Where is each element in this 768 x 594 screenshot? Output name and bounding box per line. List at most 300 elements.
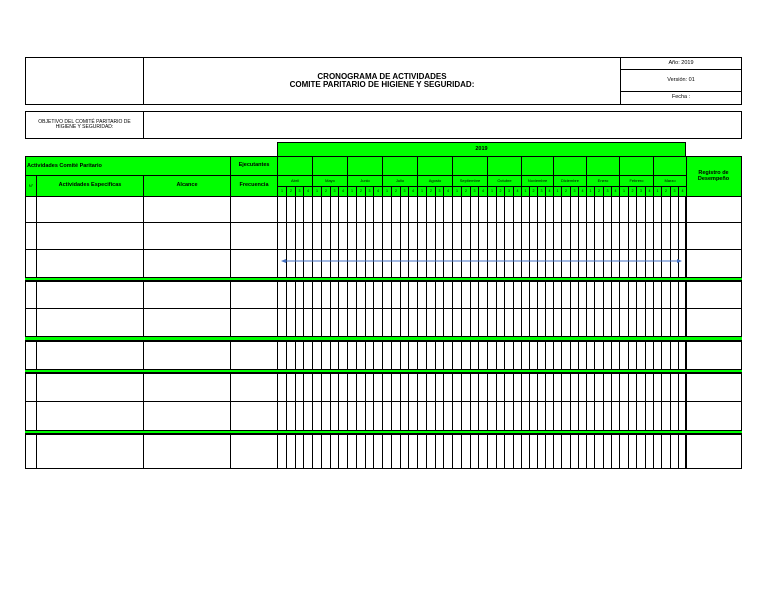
week-grid-line: [521, 401, 522, 431]
week-grid-line: [365, 434, 366, 469]
week-grid-line: [586, 196, 587, 223]
week-grid-line: [545, 281, 546, 309]
alcance-cell[interactable]: [143, 434, 231, 469]
week-grid-line: [277, 281, 278, 309]
week-label: 1: [619, 186, 629, 197]
week-grid-line: [578, 373, 579, 402]
week-grid-line: [295, 401, 296, 431]
row-grid-line: [277, 430, 686, 431]
week-grid-line: [653, 196, 654, 223]
week-grid-line: [611, 222, 612, 250]
week-grid-line: [686, 341, 687, 370]
week-label: 1: [277, 186, 287, 197]
week-grid-line: [603, 373, 604, 402]
week-grid-line: [570, 308, 571, 337]
month-spacer-cell: [521, 156, 554, 176]
week-grid-line: [408, 308, 409, 337]
week-grid-line: [365, 222, 366, 250]
week-grid-line: [653, 281, 654, 309]
week-grid-line: [553, 222, 554, 250]
week-grid-line: [561, 308, 562, 337]
week-grid-line: [426, 373, 427, 402]
week-label: 3: [636, 186, 646, 197]
week-grid-line: [443, 401, 444, 431]
week-grid-line: [619, 434, 620, 469]
week-grid-line: [400, 281, 401, 309]
frecuencia-cell[interactable]: [230, 196, 278, 223]
week-grid-line: [365, 341, 366, 370]
week-grid-line: [347, 401, 348, 431]
week-grid-line: [628, 308, 629, 337]
actividad-especifica-cell[interactable]: [36, 434, 144, 469]
week-grid-line: [570, 373, 571, 402]
week-label: 3: [570, 186, 579, 197]
week-grid-line: [513, 373, 514, 402]
month-label: Noviembre: [521, 175, 554, 187]
alcance-cell[interactable]: [143, 401, 231, 431]
week-grid-line: [594, 401, 595, 431]
week-grid-line: [661, 281, 662, 309]
week-grid-line: [686, 196, 687, 223]
week-grid-line: [277, 341, 278, 370]
week-grid-line: [529, 341, 530, 370]
week-grid-line: [653, 308, 654, 337]
registro-cell[interactable]: [685, 196, 742, 223]
week-grid-line: [619, 341, 620, 370]
week-label: 3: [504, 186, 514, 197]
week-grid-line: [347, 281, 348, 309]
week-grid-line: [382, 281, 383, 309]
week-grid-line: [303, 308, 304, 337]
week-grid-line: [603, 281, 604, 309]
week-grid-line: [611, 281, 612, 309]
week-grid-line: [636, 341, 637, 370]
alcance-header: Alcance: [143, 175, 231, 197]
week-grid-line: [356, 308, 357, 337]
week-grid-line: [496, 281, 497, 309]
week-grid-line: [461, 222, 462, 250]
week-grid-line: [400, 341, 401, 370]
week-label: 2: [391, 186, 401, 197]
week-grid-line: [636, 434, 637, 469]
week-grid-line: [391, 373, 392, 402]
week-grid-line: [529, 401, 530, 431]
registro-header: Registro de Desempeño: [685, 156, 742, 197]
week-grid-line: [678, 373, 679, 402]
week-grid-line: [529, 434, 530, 469]
week-grid-line: [603, 222, 604, 250]
week-grid-line: [678, 281, 679, 309]
week-grid-line: [661, 196, 662, 223]
week-grid-line: [561, 196, 562, 223]
week-grid-line: [295, 341, 296, 370]
week-grid-line: [382, 222, 383, 250]
week-grid-line: [561, 434, 562, 469]
week-grid-line: [330, 196, 331, 223]
week-label: 4: [303, 186, 313, 197]
week-label: 2: [561, 186, 571, 197]
week-grid-line: [513, 434, 514, 469]
alcance-cell[interactable]: [143, 341, 231, 370]
week-grid-line: [570, 196, 571, 223]
actividad-especifica-cell[interactable]: [36, 196, 144, 223]
week-grid-line: [478, 341, 479, 370]
week-grid-line: [678, 308, 679, 337]
week-grid-line: [670, 373, 671, 402]
frecuencia-cell[interactable]: [230, 434, 278, 469]
week-grid-line: [303, 401, 304, 431]
week-grid-line: [277, 308, 278, 337]
week-grid-line: [470, 222, 471, 250]
week-grid-line: [628, 281, 629, 309]
week-grid-line: [321, 341, 322, 370]
frecuencia-cell[interactable]: [230, 341, 278, 370]
week-grid-line: [470, 196, 471, 223]
week-label: 3: [670, 186, 679, 197]
week-grid-line: [521, 434, 522, 469]
week-grid-line: [338, 373, 339, 402]
month-spacer-cell: [452, 156, 488, 176]
week-grid-line: [570, 222, 571, 250]
alcance-cell[interactable]: [143, 222, 231, 250]
week-grid-line: [670, 308, 671, 337]
week-grid-line: [529, 196, 530, 223]
year-cell: Año: 2019: [620, 57, 742, 70]
week-label: 2: [628, 186, 637, 197]
frecuencia-cell[interactable]: [230, 401, 278, 431]
week-grid-line: [452, 341, 453, 370]
week-grid-line: [321, 401, 322, 431]
week-grid-line: [373, 222, 374, 250]
alcance-cell[interactable]: [143, 281, 231, 309]
week-grid-line: [338, 341, 339, 370]
week-grid-line: [373, 308, 374, 337]
actividades-especificas-header: Actividades Especificas: [36, 175, 144, 197]
month-label: Julio: [382, 175, 418, 187]
week-grid-line: [312, 308, 313, 337]
week-grid-line: [537, 196, 538, 223]
week-grid-line: [586, 434, 587, 469]
week-grid-line: [408, 222, 409, 250]
actividad-especifica-cell[interactable]: [36, 222, 144, 250]
week-grid-line: [653, 341, 654, 370]
actividad-especifica-cell[interactable]: [36, 341, 144, 370]
week-label: 3: [400, 186, 409, 197]
week-grid-line: [653, 222, 654, 250]
week-grid-line: [435, 196, 436, 223]
week-grid-line: [611, 373, 612, 402]
actividad-especifica-cell[interactable]: [36, 401, 144, 431]
week-grid-line: [478, 401, 479, 431]
month-label: Abril: [277, 175, 313, 187]
week-grid-line: [487, 401, 488, 431]
week-grid-line: [521, 373, 522, 402]
week-grid-line: [400, 373, 401, 402]
row-grid-line: [277, 308, 686, 309]
week-grid-line: [286, 281, 287, 309]
week-grid-line: [553, 341, 554, 370]
week-grid-line: [496, 401, 497, 431]
month-spacer-cell: [619, 156, 654, 176]
week-grid-line: [545, 373, 546, 402]
week-grid-line: [645, 281, 646, 309]
week-label: 4: [578, 186, 587, 197]
week-label: 4: [373, 186, 383, 197]
week-grid-line: [303, 196, 304, 223]
week-grid-line: [391, 434, 392, 469]
week-label: 2: [661, 186, 671, 197]
week-grid-line: [373, 401, 374, 431]
week-grid-line: [356, 222, 357, 250]
week-grid-line: [303, 341, 304, 370]
week-grid-line: [338, 401, 339, 431]
week-label: 4: [545, 186, 554, 197]
month-spacer-cell: [586, 156, 620, 176]
week-grid-line: [417, 196, 418, 223]
week-grid-line: [661, 308, 662, 337]
week-label: 3: [470, 186, 479, 197]
week-grid-line: [470, 373, 471, 402]
week-grid-line: [586, 341, 587, 370]
week-grid-line: [286, 434, 287, 469]
week-grid-line: [303, 434, 304, 469]
week-grid-line: [286, 401, 287, 431]
week-grid-line: [365, 196, 366, 223]
registro-cell[interactable]: [685, 341, 742, 370]
week-grid-line: [570, 434, 571, 469]
actividad-especifica-cell[interactable]: [36, 308, 144, 337]
document-title: [143, 57, 621, 105]
week-grid-line: [645, 222, 646, 250]
week-label: 2: [286, 186, 296, 197]
number-header: N°: [25, 175, 37, 197]
week-grid-line: [513, 401, 514, 431]
week-grid-line: [435, 401, 436, 431]
week-grid-line: [443, 373, 444, 402]
week-grid-line: [628, 196, 629, 223]
week-grid-line: [578, 222, 579, 250]
week-grid-line: [619, 281, 620, 309]
week-grid-line: [594, 196, 595, 223]
week-label: 3: [330, 186, 339, 197]
month-spacer-cell: [277, 156, 313, 176]
week-grid-line: [408, 373, 409, 402]
week-grid-line: [545, 434, 546, 469]
week-grid-line: [611, 401, 612, 431]
week-grid-line: [619, 373, 620, 402]
week-grid-line: [277, 434, 278, 469]
week-grid-line: [400, 401, 401, 431]
week-grid-line: [537, 281, 538, 309]
week-grid-line: [521, 341, 522, 370]
week-grid-line: [678, 196, 679, 223]
week-grid-line: [373, 341, 374, 370]
week-label: 4: [513, 186, 522, 197]
objective-value[interactable]: [143, 111, 742, 139]
registro-cell[interactable]: [685, 281, 742, 309]
week-grid-line: [487, 308, 488, 337]
week-grid-line: [521, 196, 522, 223]
week-grid-line: [678, 341, 679, 370]
week-grid-line: [645, 373, 646, 402]
registro-cell[interactable]: [685, 222, 742, 250]
week-grid-line: [426, 222, 427, 250]
registro-cell[interactable]: [685, 401, 742, 431]
week-grid-line: [661, 341, 662, 370]
week-grid-line: [686, 249, 687, 278]
week-grid-line: [561, 341, 562, 370]
week-grid-line: [470, 308, 471, 337]
week-label: 1: [417, 186, 427, 197]
week-grid-line: [545, 401, 546, 431]
alcance-cell[interactable]: [143, 196, 231, 223]
week-grid-line: [553, 434, 554, 469]
week-grid-line: [286, 196, 287, 223]
week-grid-line: [391, 196, 392, 223]
week-grid-line: [417, 434, 418, 469]
week-grid-line: [435, 222, 436, 250]
week-grid-line: [661, 434, 662, 469]
week-grid-line: [382, 341, 383, 370]
week-grid-line: [504, 373, 505, 402]
week-label: 4: [478, 186, 488, 197]
week-grid-line: [286, 308, 287, 337]
week-grid-line: [594, 434, 595, 469]
week-grid-line: [426, 341, 427, 370]
month-label: Septiembre: [452, 175, 488, 187]
week-grid-line: [537, 373, 538, 402]
week-grid-line: [391, 341, 392, 370]
month-label: Octubre: [487, 175, 522, 187]
week-label: 1: [382, 186, 392, 197]
week-grid-line: [426, 281, 427, 309]
week-grid-line: [452, 373, 453, 402]
week-grid-line: [356, 281, 357, 309]
month-label: Mayo: [312, 175, 348, 187]
week-grid-line: [653, 373, 654, 402]
alcance-cell[interactable]: [143, 373, 231, 402]
week-label: 3: [435, 186, 444, 197]
week-label: 4: [338, 186, 348, 197]
week-grid-line: [382, 373, 383, 402]
week-grid-line: [408, 341, 409, 370]
week-grid-line: [382, 434, 383, 469]
week-label: 3: [295, 186, 304, 197]
week-grid-line: [365, 308, 366, 337]
week-grid-line: [594, 281, 595, 309]
week-grid-line: [470, 281, 471, 309]
week-grid-line: [529, 281, 530, 309]
week-grid-line: [400, 196, 401, 223]
week-grid-line: [603, 308, 604, 337]
week-grid-line: [496, 222, 497, 250]
week-grid-line: [586, 222, 587, 250]
week-grid-line: [312, 196, 313, 223]
week-grid-line: [513, 281, 514, 309]
week-grid-line: [504, 196, 505, 223]
week-grid-line: [408, 401, 409, 431]
week-grid-line: [312, 341, 313, 370]
frecuencia-cell[interactable]: [230, 308, 278, 337]
month-label: Marzo: [653, 175, 687, 187]
week-grid-line: [670, 341, 671, 370]
week-grid-line: [330, 281, 331, 309]
week-grid-line: [347, 222, 348, 250]
week-grid-line: [365, 401, 366, 431]
registro-cell[interactable]: [685, 308, 742, 337]
week-grid-line: [628, 373, 629, 402]
frecuencia-cell[interactable]: [230, 281, 278, 309]
week-grid-line: [312, 373, 313, 402]
week-grid-line: [426, 434, 427, 469]
ejecutantes-header: Ejecutantes: [230, 156, 278, 176]
week-grid-line: [356, 434, 357, 469]
week-grid-line: [365, 281, 366, 309]
actividad-especifica-cell[interactable]: [36, 249, 144, 278]
week-grid-line: [408, 196, 409, 223]
week-grid-line: [417, 222, 418, 250]
week-grid-line: [461, 434, 462, 469]
week-grid-line: [628, 222, 629, 250]
week-grid-line: [478, 196, 479, 223]
header-logo-cell: [25, 57, 144, 105]
week-grid-line: [504, 434, 505, 469]
week-grid-line: [578, 401, 579, 431]
week-grid-line: [321, 281, 322, 309]
registro-cell[interactable]: [685, 434, 742, 469]
registro-cell[interactable]: [685, 373, 742, 402]
week-grid-line: [470, 401, 471, 431]
week-grid-line: [295, 281, 296, 309]
week-grid-line: [628, 434, 629, 469]
month-spacer-cell: [653, 156, 687, 176]
week-grid-line: [356, 401, 357, 431]
week-grid-line: [461, 196, 462, 223]
registro-cell[interactable]: [685, 249, 742, 278]
week-grid-line: [347, 434, 348, 469]
week-label: 2: [496, 186, 505, 197]
frecuencia-cell[interactable]: [230, 373, 278, 402]
week-grid-line: [330, 222, 331, 250]
actividad-especifica-cell[interactable]: [36, 281, 144, 309]
week-grid-line: [686, 308, 687, 337]
row-grid-line: [277, 196, 686, 197]
week-grid-line: [373, 373, 374, 402]
week-grid-line: [521, 308, 522, 337]
week-grid-line: [619, 222, 620, 250]
week-grid-line: [504, 281, 505, 309]
row-grid-line: [277, 369, 686, 370]
month-label: Febrero: [619, 175, 654, 187]
row-grid-line: [277, 281, 686, 282]
week-grid-line: [321, 434, 322, 469]
week-grid-line: [513, 308, 514, 337]
month-spacer-cell: [487, 156, 522, 176]
week-grid-line: [338, 434, 339, 469]
week-grid-line: [443, 196, 444, 223]
week-grid-line: [553, 373, 554, 402]
month-spacer-cell: [417, 156, 453, 176]
week-grid-line: [400, 308, 401, 337]
row-grid-line: [277, 373, 686, 374]
frecuencia-cell[interactable]: [230, 222, 278, 250]
alcance-cell[interactable]: [143, 249, 231, 278]
frecuencia-cell[interactable]: [230, 249, 278, 278]
week-grid-line: [470, 341, 471, 370]
actividad-especifica-cell[interactable]: [36, 373, 144, 402]
alcance-cell[interactable]: [143, 308, 231, 337]
week-grid-line: [619, 401, 620, 431]
